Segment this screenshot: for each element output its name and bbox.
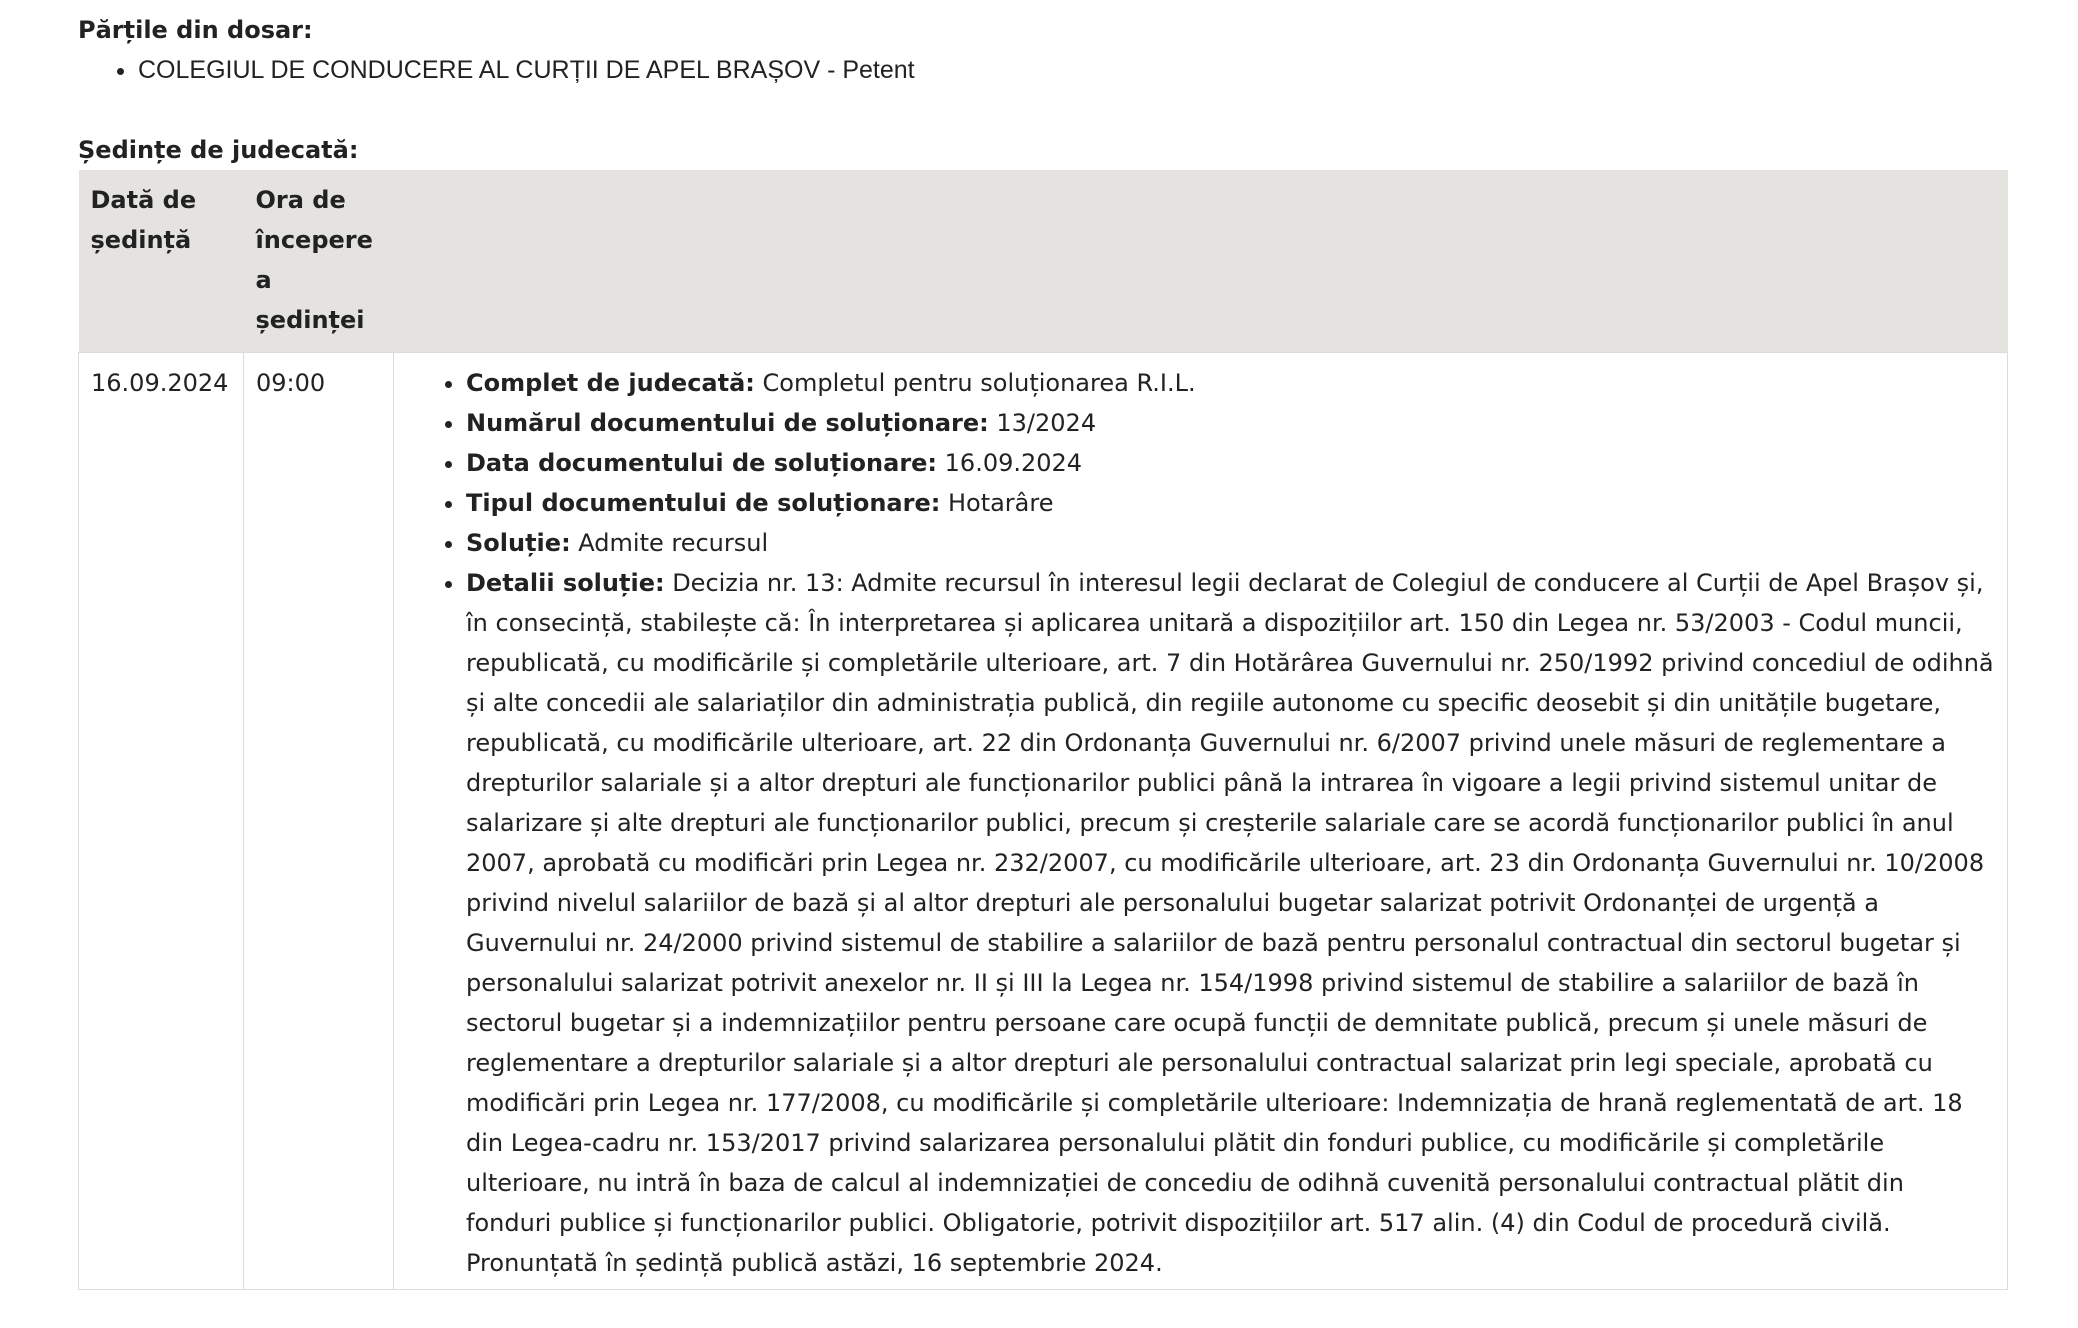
hearings-header-row [79, 170, 2008, 353]
hearing-time-cell: 09:00 [244, 353, 394, 1290]
detail-value: Completul pentru soluționarea R.I.L. [754, 369, 1196, 397]
detail-label: Complet de judecată: [466, 369, 755, 397]
parties-list [78, 50, 2012, 90]
hearings-heading: Ședințe de judecată: [78, 136, 359, 164]
detail-item-solution-details [466, 563, 1995, 1283]
hearings-table [78, 170, 2008, 1290]
detail-item-document-number [466, 403, 1995, 443]
table-row [79, 353, 2008, 1290]
detail-value: Admite recursul [570, 529, 769, 557]
detail-value: Decizia nr. 13: Admite recursul în interesul legii declarat de Colegiul de conducere al Curții de Apel Brașov și, în consecință, stabilește că: În interpretarea și aplicarea unitară a dispozițiilor art. 150 din Legea nr. 53/2003 - Codul muncii, republicată, cu modificările și completările ulterioare, art. 7 din Hotărârea Guvernului nr. 250/1992 privind concediul de odihnă și alte concedii ale salariaților din administrația publică, din regiile autonome cu specific deosebit și din unitățile bugetare, republicată, cu modificările ulterioare, art. 22 din Ordonanța Guvernului nr. 6/2007 privind unele măsuri de reglementare a drepturilor salariale și a altor drepturi ale funcționarilor publici până la intrarea în vigoare a legii privind sistemul unitar de salarizare și alte drepturi ale funcționarilor publici, precum și creșterile salariale care se acordă funcționarilor publici în anul 2007, aprobată cu modificări prin Legea nr. 232/2007, cu modificările ulterioare, art. 23 din Ordonanța Guvernului nr. 10/2008 privind nivelul salariilor de bază și al altor drepturi ale personalului bugetar salarizat potrivit Ordonanței de urgență a Guvernului nr. 24/2000 privind sistemul de stabilire a salariilor de bază pentru personalul contractual din sectorul bugetar și personalului salarizat potrivit anexelor nr. II și III la Legea nr. 154/1998 privind sistemul de stabilire a salariilor de bază în sectorul bugetar și a indemnizațiilor pentru persoane care ocupă funcții de demnitate publică, precum și unele măsuri de reglementare a drepturilor salariale și a altor drepturi ale personalului contractual salarizat prin legi speciale, aprobată cu modificări prin Legea nr. 177/2008, cu modificările și completările ulterioare: Indemnizația de hrană reglementată de art. 18 din Legea-cadru nr. 153/2017 privind salarizarea personalului plătit din fonduri publice, cu modificările și completările ulterioare, nu intră în baza de calcul al indemnizației de concediu de odihnă cuvenită personalului contractual plătit din fonduri publice și funcționarilor publici. Obligatorie, potrivit dispozițiilor art. 517 alin. (4) din Codul de procedură civilă. Pronunțată în ședință publică astăzi, 16 septembrie 2024. [466, 569, 1994, 1277]
hearing-details-cell [394, 353, 2008, 1290]
detail-item-document-type [466, 483, 1995, 523]
detail-label: Numărul documentului de soluționare: [466, 409, 989, 437]
detail-label: Soluție: [466, 529, 571, 557]
detail-value: Hotarâre [940, 489, 1054, 517]
detail-item-panel [466, 363, 1995, 403]
party-item: • COLEGIUL DE CONDUCERE AL CURȚII DE APEL BRAȘOV - Petent [138, 50, 2012, 90]
detail-item-document-date [466, 443, 1995, 483]
detail-label: Detalii soluție: [466, 569, 665, 597]
column-header-details [394, 170, 2008, 353]
detail-value: 16.09.2024 [937, 449, 1083, 477]
detail-value: 13/2024 [988, 409, 1097, 437]
column-header-date: Dată de ședință [79, 170, 244, 353]
detail-label: Tipul documentului de soluționare: [466, 489, 941, 517]
detail-label: Data documentului de soluționare: [466, 449, 938, 477]
hearing-details-list [406, 363, 1995, 1283]
column-header-time: Ora de începere a ședinței [244, 170, 394, 353]
detail-item-solution [466, 523, 1995, 563]
hearing-date-cell: 16.09.2024 [79, 353, 244, 1290]
parties-heading: Părțile din dosar: [78, 16, 313, 44]
